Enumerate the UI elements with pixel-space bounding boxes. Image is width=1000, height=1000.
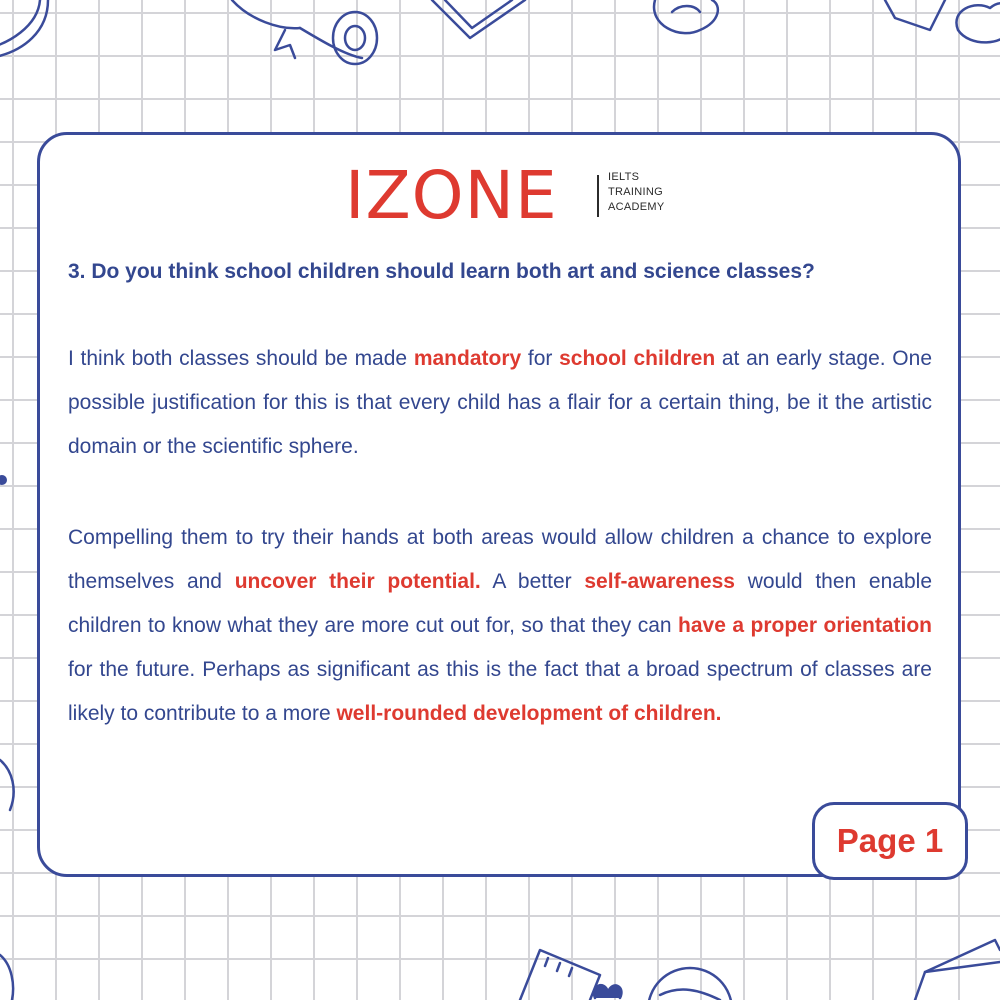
logo-wordmark: IZONE (345, 157, 558, 234)
highlighted-phrase: uncover their potential. (234, 570, 481, 593)
cloud-icon (956, 3, 1000, 42)
text-run: for (521, 347, 560, 370)
tagline-line: IELTS (608, 171, 640, 183)
doodle-arc (0, 760, 14, 810)
logo-divider (597, 175, 599, 217)
page-number-badge: Page 1 (812, 802, 968, 880)
ruler-icon (520, 950, 600, 1000)
answer-paragraph-1 (68, 337, 932, 469)
highlighted-phrase: school children (559, 347, 716, 370)
text-run: A better (480, 570, 585, 593)
tagline-line: TRAINING (608, 186, 663, 198)
globe-icon (648, 968, 732, 1000)
text-run: I think both classes should be made (68, 347, 414, 370)
highlighted-phrase: self-awareness (584, 570, 735, 593)
text-run: Compelling them to try their hands at both areas would allow children a chance to explore themselves and (68, 526, 932, 593)
apple-icon (654, 0, 718, 33)
heart-icon (594, 985, 621, 998)
answer-paragraph-2 (68, 516, 932, 736)
heart-icon (885, 0, 945, 30)
logo-tagline (608, 170, 728, 215)
content-card (37, 132, 961, 877)
book-icon (915, 940, 1000, 1000)
book-icon (432, 0, 525, 38)
highlighted-phrase: have a proper orientation (678, 614, 933, 637)
highlighted-phrase: well-rounded development of children. (336, 702, 722, 725)
doodle-arc (0, 955, 13, 1000)
highlighted-phrase: mandatory (413, 347, 522, 370)
tagline-line: ACADEMY (608, 201, 665, 213)
text-run: would then enable children to know what they are more cut out for, so that they can (68, 570, 932, 637)
text-run: at an early stage. One possible justification for this is that every child has a flair for a certain thing, be it the artistic domain or the scientific sphere. (68, 347, 932, 458)
question-heading: 3. Do you think school children should learn both art and science classes? (68, 260, 815, 283)
dot-marker (0, 475, 7, 485)
diploma-scroll-icon (232, 0, 377, 64)
globe-icon (0, 0, 48, 58)
text-run: for the future. Perhaps as significant as this is the fact that a broad spectrum of classes are likely to contribute to a more (68, 658, 932, 725)
